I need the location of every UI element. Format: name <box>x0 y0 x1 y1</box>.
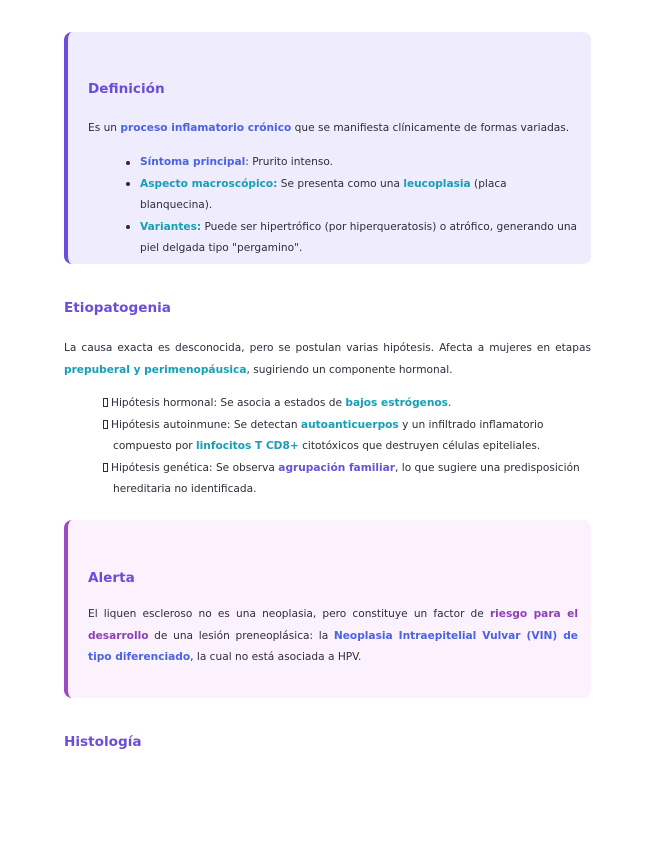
definition-highlight: proceso inflamatorio crónico <box>120 122 292 134</box>
definition-callout <box>64 32 591 264</box>
definition-title: Definición <box>88 81 165 97</box>
bullet-item-variants: Variantes: Puede ser hipertrófico (por hiperqueratosis) o atrófico, generando una piel delgada tipo "pergamino". <box>118 217 578 260</box>
hypothesis-item-autoimmune: Hipótesis autoinmune: Se detectan autoanticuerpos y un infiltrado inflamatorio compuesto por linfocitos T CD8+ citotóxicos que destruyen células epiteliales. <box>103 415 583 458</box>
etiology-paragraph: La causa exacta es desconocida, pero se postulan varias hipótesis. Afecta a mujeres en etapas prepuberal y perimenopáusica, sugiriendo un componente hormonal. <box>64 342 591 376</box>
alert-callout <box>64 520 591 698</box>
bullet-item-aspect: Aspecto macroscópico: Se presenta como una leucoplasia (placa blanquecina). <box>118 174 578 217</box>
alert-text: El liquen escleroso no es una neoplasia, pero constituye un factor de riesgo para el desarrollo de una lesión preneoplásica: la Neoplasia Intraepitelial Vulvar (VIN) de tipo diferenciado, la cual no está asociada a HPV. <box>88 608 578 663</box>
hypothesis-item-genetic: Hipótesis genética: Se observa agrupación familiar, lo que sugiere una predisposición hereditaria no identificada. <box>103 458 583 501</box>
etiology-heading: Etiopatogenia <box>64 300 171 316</box>
hypothesis-item-hormonal: Hipótesis hormonal: Se asocia a estados de bajos estrógenos. <box>103 393 583 415</box>
missing-glyph-icon <box>103 420 108 429</box>
missing-glyph-icon <box>103 463 108 472</box>
definition-bullet-list <box>118 152 578 260</box>
definition-lead: Es un proceso inflamatorio crónico que se manifiesta clínicamente de formas variadas. <box>88 122 570 134</box>
bullet-item-symptom: Síntoma principal: Prurito intenso. <box>118 152 578 174</box>
histology-heading: Histología <box>64 734 142 750</box>
alert-title: Alerta <box>88 570 135 586</box>
missing-glyph-icon <box>103 398 108 407</box>
hypothesis-list <box>103 393 583 501</box>
